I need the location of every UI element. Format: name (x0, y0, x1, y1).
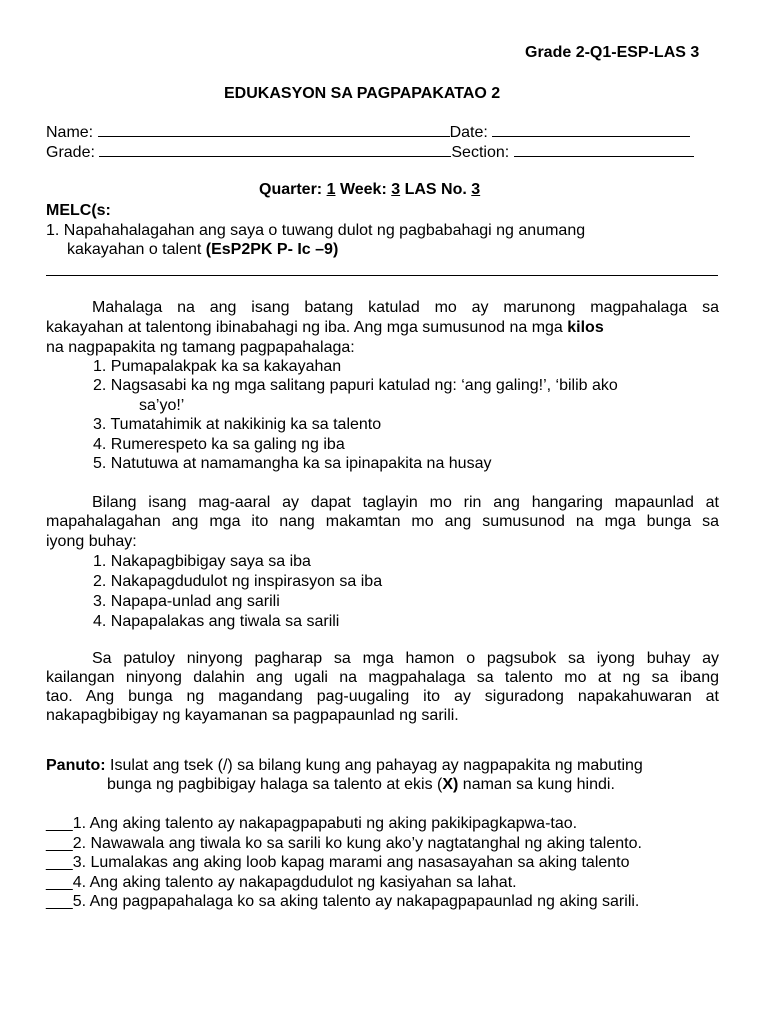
melc-code: (EsP2PK P- Ic –9) (205, 241, 339, 258)
panuto-text-b: naman sa kung hindi. (458, 776, 615, 793)
question-row (46, 893, 639, 911)
document-code: Grade 2-Q1-ESP-LAS 3 (525, 44, 700, 61)
para1-line-2-text: kakayahan at talentong ibinabahagi ng iba. Ang mga sumusunod na mga (46, 319, 568, 336)
name-label: Name: (46, 124, 94, 141)
grade-blank[interactable] (99, 144, 451, 157)
question-row (46, 835, 642, 853)
document-title: EDUKASYON SA PAGPAPAKATAO 2 (224, 85, 501, 102)
list-item: 1. Nakapagbibigay saya sa iba (93, 553, 311, 570)
section-divider (46, 275, 718, 276)
question-text: 1. Ang aking talento ay nakapagpapabuti ng aking pakikipagkapwa-tao. (72, 815, 578, 832)
list-item: 4. Napapalakas ang tiwala sa sarili (93, 613, 340, 630)
panuto-x-mark: X) (442, 776, 459, 793)
answer-blank[interactable]: ___ (46, 815, 73, 832)
question-row (46, 854, 630, 872)
melc-line-1: 1. Napahahalagahan ang saya o tuwang dulot ng pagbabahagi ng anumang (46, 222, 586, 239)
date-label: Date: (449, 124, 488, 141)
para3-line-1: Sa patuloy ninyong pagharap sa mga hamon o pagsubok sa iyong buhay ay (92, 650, 719, 667)
grade-label: Grade: (46, 144, 95, 161)
para2-line-2: mapahalagahan ang mga ito nang makamtan mo ang sumusunod na mga bunga sa (46, 513, 719, 530)
melc-heading: MELC(s: (46, 202, 111, 219)
panuto-text-a: bunga ng pagbibigay halaga sa talento at ekis ( (107, 776, 443, 793)
melc-competency-text: kakayahan o talent (67, 241, 206, 258)
para1-line-2 (46, 319, 604, 337)
question-text: 4. Ang aking talento ay nakapagdudulot ng kasiyahan sa lahat. (72, 874, 517, 891)
quarter-value: 1 (326, 181, 336, 198)
list-item: 2. Nakapagdudulot ng inspirasyon sa iba (93, 573, 383, 590)
question-text: 5. Ang pagpapahalaga ko sa aking talento ay nakapagpapaunlad ng aking sarili. (72, 893, 640, 910)
grade-field (46, 144, 694, 162)
name-field (46, 124, 690, 142)
week-value: 3 (391, 181, 401, 198)
list-item: 2. Nagsasabi ka ng mga salitang papuri katulad ng: ‘ang galing!’, ‘bilib ako (93, 377, 618, 394)
answer-blank[interactable]: ___ (46, 835, 73, 852)
para3-line-3: tao. Ang bunga ng magandang pag-uugaling ito ay siguradong napakahuwaran at (46, 688, 719, 705)
week-label: Week: (339, 181, 387, 198)
para1-bold-word: kilos (567, 319, 604, 336)
list-item: 4. Rumerespeto ka sa galing ng iba (93, 436, 345, 453)
list-item: 3. Tumatahimik at nakikinig ka sa talento (93, 416, 382, 433)
date-blank[interactable] (492, 124, 690, 137)
list-item: 5. Natutuwa at namamangha ka sa ipinapakita na husay (93, 455, 492, 472)
answer-blank[interactable]: ___ (46, 893, 73, 910)
question-row (46, 874, 517, 892)
quarter-line (259, 181, 480, 199)
panuto-line-2 (107, 776, 615, 794)
list-item: 1. Pumapalakpak ka sa kakayahan (93, 358, 342, 375)
question-row (46, 815, 577, 833)
section-blank[interactable] (514, 144, 694, 157)
question-text: 2. Nawawala ang tiwala ko sa sarili ko kung ako’y nagtatanghal ng aking talento. (72, 835, 642, 852)
para2-line-3: iyong buhay: (46, 533, 137, 550)
melc-line-2 (67, 241, 338, 259)
question-text: 3. Lumalakas ang aking loob kapag marami ang nasasayahan sa aking talento (72, 854, 630, 871)
answer-blank[interactable]: ___ (46, 874, 73, 891)
list-item: 3. Napapa-unlad ang sarili (93, 593, 280, 610)
list-item-continuation: sa’yo!’ (139, 397, 185, 414)
panuto-text: Isulat ang tsek (/) sa bilang kung ang pahayag ay nagpapakita ng mabuting (110, 757, 643, 774)
las-value: 3 (471, 181, 481, 198)
quarter-label: Quarter: (259, 181, 323, 198)
name-blank[interactable] (98, 124, 450, 137)
section-label: Section: (451, 144, 510, 161)
answer-blank[interactable]: ___ (46, 854, 73, 871)
las-label: LAS No. (404, 181, 467, 198)
para1-line-3: na nagpapakita ng tamang pagpapahalaga: (46, 339, 355, 356)
para3-line-2: kailangan ninyong dalahin ang ugali na magpahalaga sa talento mo at ng sa ibang (46, 669, 719, 686)
para2-line-1: Bilang isang mag-aaral ay dapat taglayin mo rin ang hangaring mapaunlad at (92, 494, 719, 511)
panuto-line-1 (46, 757, 643, 775)
para1-line-1: Mahalaga na ang isang batang katulad mo ay marunong magpahalaga sa (92, 299, 719, 316)
para3-line-4: nakapagbibigay ng kayamanan sa pagpapaunlad ng sarili. (46, 707, 459, 724)
panuto-label: Panuto: (46, 757, 106, 774)
